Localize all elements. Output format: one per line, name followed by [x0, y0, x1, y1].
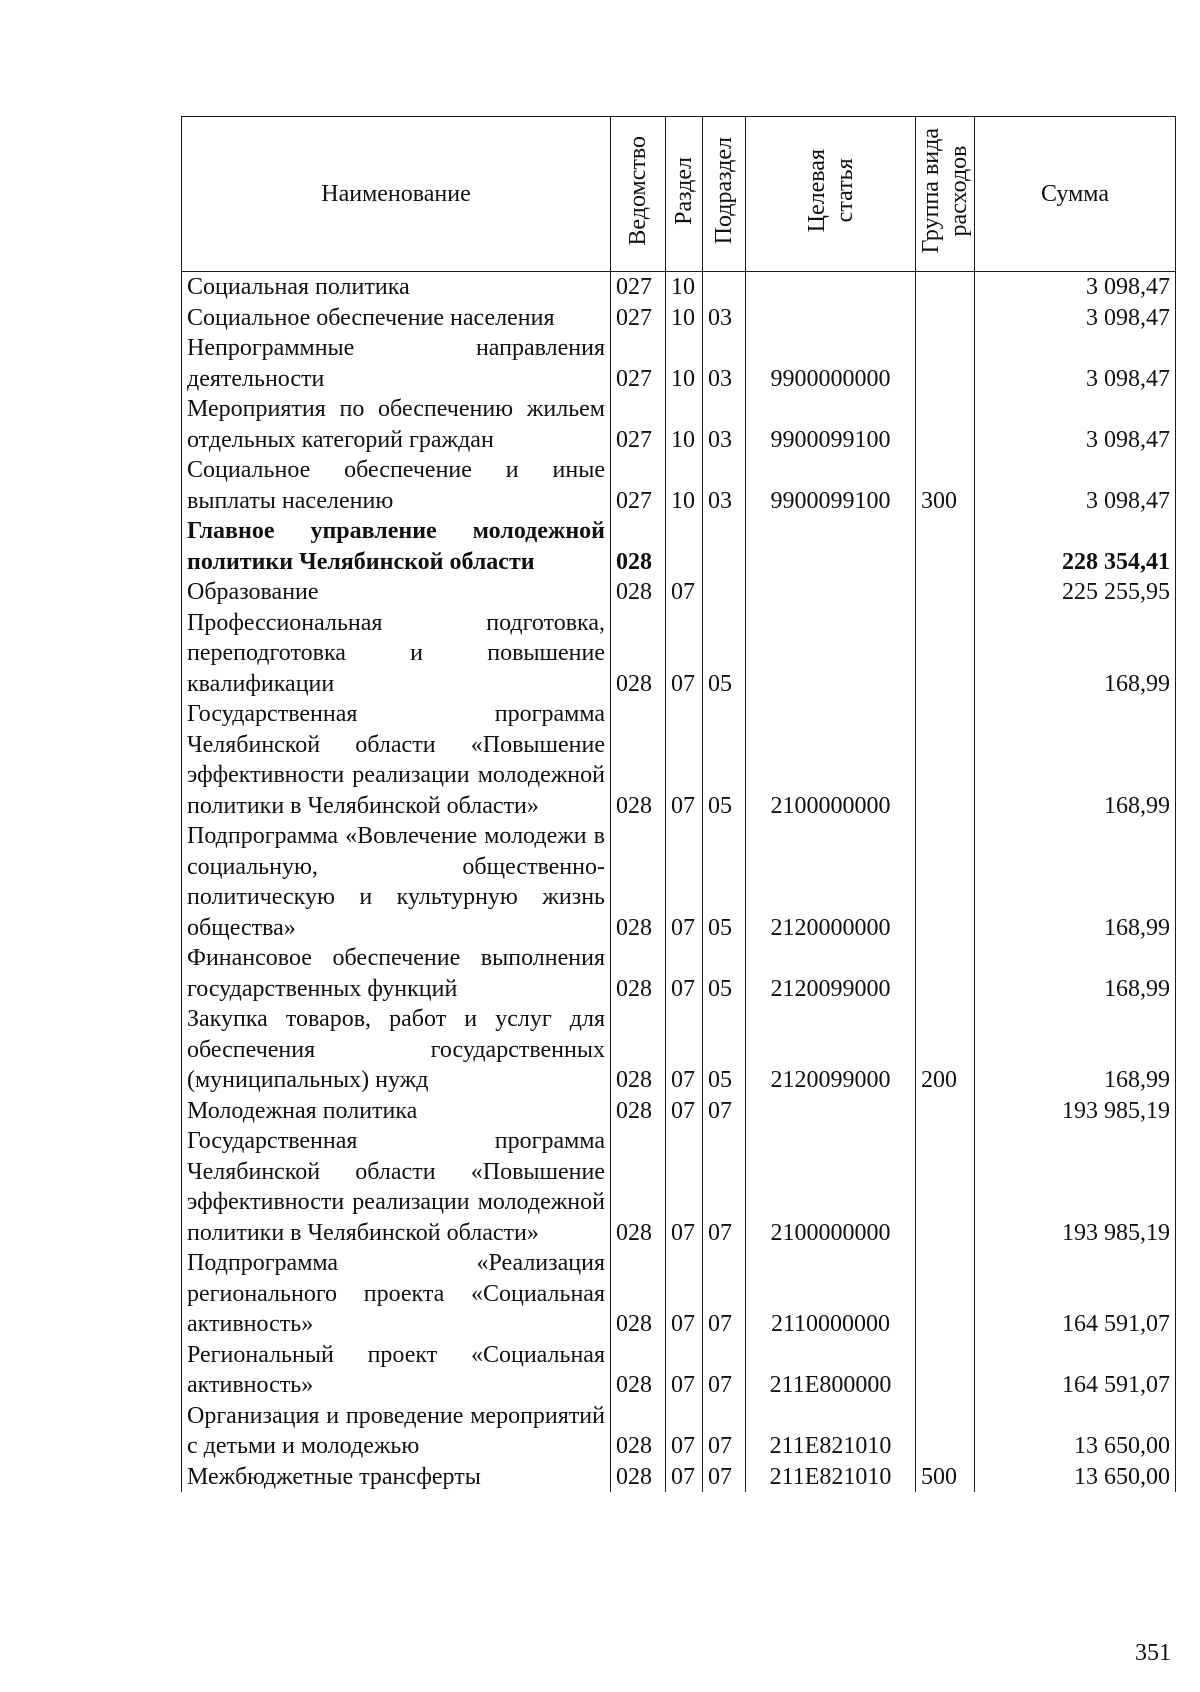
header-target-article: Целевая статья — [746, 117, 916, 272]
row-expense-group-cell — [916, 1401, 975, 1462]
row-vedomstvo-cell: 028 — [611, 1248, 666, 1340]
table-row — [182, 1004, 1176, 1096]
row-expense-group-cell — [916, 1096, 975, 1127]
row-vedomstvo-cell: 027 — [611, 333, 666, 394]
row-razdel-cell: 07 — [666, 608, 703, 700]
row-vedomstvo-cell: 028 — [611, 1401, 666, 1462]
row-name-cell: Межбюджетные трансферты — [182, 1462, 611, 1493]
row-vedomstvo-cell: 028 — [611, 821, 666, 943]
row-sum-cell: 168,99 — [975, 608, 1176, 700]
row-expense-group-cell — [916, 821, 975, 943]
row-podrazdel-cell: 07 — [703, 1401, 746, 1462]
row-vedomstvo-cell: 027 — [611, 303, 666, 334]
row-razdel-cell: 07 — [666, 1248, 703, 1340]
header-expense-group: Группа вида расходов — [916, 117, 975, 272]
table-row — [182, 943, 1176, 1004]
row-expense-group-cell — [916, 943, 975, 1004]
row-razdel-cell: 07 — [666, 821, 703, 943]
row-vedomstvo-cell: 028 — [611, 1340, 666, 1401]
row-podrazdel-cell: 07 — [703, 1248, 746, 1340]
row-expense-group-cell — [916, 1248, 975, 1340]
row-sum-cell: 164 591,07 — [975, 1340, 1176, 1401]
row-podrazdel-cell — [703, 577, 746, 608]
row-podrazdel-cell: 07 — [703, 1340, 746, 1401]
row-sum-cell: 13 650,00 — [975, 1462, 1176, 1493]
row-vedomstvo-cell: 027 — [611, 272, 666, 303]
table-row — [182, 303, 1176, 334]
table-body — [182, 272, 1176, 1493]
row-target-article-cell — [746, 608, 916, 700]
row-sum-cell: 168,99 — [975, 1004, 1176, 1096]
table-row — [182, 455, 1176, 516]
header-podrazdel: Подраздел — [703, 117, 746, 272]
row-expense-group-cell — [916, 333, 975, 394]
row-podrazdel-cell: 05 — [703, 943, 746, 1004]
row-expense-group-cell — [916, 1126, 975, 1248]
row-razdel-cell: 07 — [666, 1462, 703, 1493]
row-target-article-cell — [746, 303, 916, 334]
row-expense-group-cell — [916, 516, 975, 577]
row-razdel-cell: 10 — [666, 455, 703, 516]
row-podrazdel-cell: 05 — [703, 821, 746, 943]
row-podrazdel-cell: 05 — [703, 608, 746, 700]
header-name: Наименование — [182, 117, 611, 272]
row-podrazdel-cell: 07 — [703, 1126, 746, 1248]
row-razdel-cell — [666, 516, 703, 577]
row-sum-cell: 228 354,41 — [975, 516, 1176, 577]
row-name-cell: Региональный проект «Социальная активность» — [182, 1340, 611, 1401]
table-row — [182, 608, 1176, 700]
row-target-article-cell: 2100000000 — [746, 1126, 916, 1248]
table-row — [182, 699, 1176, 821]
row-target-article-cell — [746, 516, 916, 577]
row-sum-cell: 193 985,19 — [975, 1126, 1176, 1248]
row-vedomstvo-cell: 028 — [611, 577, 666, 608]
row-name-cell: Государственная программа Челябинской области «Повышение эффективности реализации молодежной политики в Челябинской области» — [182, 699, 611, 821]
row-razdel-cell: 10 — [666, 272, 703, 303]
row-razdel-cell: 10 — [666, 303, 703, 334]
row-name-cell: Подпрограмма «Реализация регионального проекта «Социальная активность» — [182, 1248, 611, 1340]
row-vedomstvo-cell: 028 — [611, 1462, 666, 1493]
row-sum-cell: 3 098,47 — [975, 333, 1176, 394]
header-vedomstvo: Ведомство — [611, 117, 666, 272]
row-target-article-cell: 2120000000 — [746, 821, 916, 943]
row-name-cell: Финансовое обеспечение выполнения государственных функций — [182, 943, 611, 1004]
row-podrazdel-cell: 07 — [703, 1462, 746, 1493]
table-row — [182, 1248, 1176, 1340]
row-sum-cell: 168,99 — [975, 821, 1176, 943]
row-expense-group-cell — [916, 303, 975, 334]
row-podrazdel-cell — [703, 272, 746, 303]
row-name-cell: Непрограммные направления деятельности — [182, 333, 611, 394]
table-row — [182, 1401, 1176, 1462]
row-razdel-cell: 07 — [666, 1126, 703, 1248]
row-name-cell: Организация и проведение мероприятий с детьми и молодежью — [182, 1401, 611, 1462]
row-target-article-cell — [746, 1096, 916, 1127]
row-target-article-cell: 9900099100 — [746, 394, 916, 455]
row-name-cell: Профессиональная подготовка, переподготовка и повышение квалификации — [182, 608, 611, 700]
table-row — [182, 1126, 1176, 1248]
row-expense-group-cell: 200 — [916, 1004, 975, 1096]
row-sum-cell: 168,99 — [975, 699, 1176, 821]
table-row — [182, 577, 1176, 608]
row-target-article-cell: 9900099100 — [746, 455, 916, 516]
row-podrazdel-cell: 03 — [703, 394, 746, 455]
row-razdel-cell: 07 — [666, 699, 703, 821]
row-vedomstvo-cell: 028 — [611, 943, 666, 1004]
row-razdel-cell: 07 — [666, 1096, 703, 1127]
table-row — [182, 821, 1176, 943]
page-number: 351 — [1135, 1640, 1171, 1666]
row-sum-cell: 3 098,47 — [975, 455, 1176, 516]
row-name-cell: Социальное обеспечение и иные выплаты населению — [182, 455, 611, 516]
row-vedomstvo-cell: 028 — [611, 1004, 666, 1096]
budget-table — [181, 116, 1176, 1492]
row-name-cell: Мероприятия по обеспечению жильем отдельных категорий граждан — [182, 394, 611, 455]
row-target-article-cell: 211E821010 — [746, 1401, 916, 1462]
row-name-cell: Государственная программа Челябинской области «Повышение эффективности реализации молодежной политики в Челябинской области» — [182, 1126, 611, 1248]
table-row — [182, 394, 1176, 455]
row-target-article-cell: 9900000000 — [746, 333, 916, 394]
row-vedomstvo-cell: 028 — [611, 1096, 666, 1127]
table-row — [182, 516, 1176, 577]
row-target-article-cell — [746, 272, 916, 303]
row-name-cell: Молодежная политика — [182, 1096, 611, 1127]
row-vedomstvo-cell: 028 — [611, 699, 666, 821]
row-podrazdel-cell: 07 — [703, 1096, 746, 1127]
row-vedomstvo-cell: 027 — [611, 394, 666, 455]
row-vedomstvo-cell: 028 — [611, 1126, 666, 1248]
row-sum-cell: 3 098,47 — [975, 303, 1176, 334]
row-expense-group-cell — [916, 1340, 975, 1401]
table-row — [182, 1340, 1176, 1401]
row-expense-group-cell: 300 — [916, 455, 975, 516]
row-podrazdel-cell: 03 — [703, 303, 746, 334]
row-razdel-cell: 07 — [666, 1340, 703, 1401]
row-vedomstvo-cell: 027 — [611, 455, 666, 516]
row-sum-cell: 3 098,47 — [975, 394, 1176, 455]
row-sum-cell: 193 985,19 — [975, 1096, 1176, 1127]
row-name-cell: Социальная политика — [182, 272, 611, 303]
row-target-article-cell: 2110000000 — [746, 1248, 916, 1340]
row-target-article-cell: 2120099000 — [746, 943, 916, 1004]
row-sum-cell: 164 591,07 — [975, 1248, 1176, 1340]
row-vedomstvo-cell: 028 — [611, 516, 666, 577]
row-expense-group-cell — [916, 272, 975, 303]
table-row — [182, 1462, 1176, 1493]
row-target-article-cell: 2100000000 — [746, 699, 916, 821]
table-row — [182, 1096, 1176, 1127]
row-target-article-cell: 211E800000 — [746, 1340, 916, 1401]
row-podrazdel-cell: 03 — [703, 333, 746, 394]
row-razdel-cell: 10 — [666, 394, 703, 455]
row-name-cell: Социальное обеспечение населения — [182, 303, 611, 334]
row-sum-cell: 3 098,47 — [975, 272, 1176, 303]
row-razdel-cell: 07 — [666, 1004, 703, 1096]
row-podrazdel-cell — [703, 516, 746, 577]
header-sum: Сумма — [975, 117, 1176, 272]
row-expense-group-cell — [916, 394, 975, 455]
table-row — [182, 333, 1176, 394]
row-razdel-cell: 07 — [666, 1401, 703, 1462]
row-podrazdel-cell: 03 — [703, 455, 746, 516]
row-name-cell: Подпрограмма «Вовлечение молодежи в социальную, общественно-политическую и культурную жизнь общества» — [182, 821, 611, 943]
row-expense-group-cell — [916, 577, 975, 608]
row-razdel-cell: 10 — [666, 333, 703, 394]
row-name-cell: Главное управление молодежной политики Челябинской области — [182, 516, 611, 577]
row-name-cell: Закупка товаров, работ и услуг для обеспечения государственных (муниципальных) нужд — [182, 1004, 611, 1096]
row-sum-cell: 13 650,00 — [975, 1401, 1176, 1462]
row-target-article-cell: 211E821010 — [746, 1462, 916, 1493]
row-expense-group-cell — [916, 699, 975, 821]
row-razdel-cell: 07 — [666, 943, 703, 1004]
row-expense-group-cell — [916, 608, 975, 700]
row-sum-cell: 168,99 — [975, 943, 1176, 1004]
row-expense-group-cell: 500 — [916, 1462, 975, 1493]
header-row — [182, 117, 1176, 272]
row-razdel-cell: 07 — [666, 577, 703, 608]
row-vedomstvo-cell: 028 — [611, 608, 666, 700]
row-podrazdel-cell: 05 — [703, 699, 746, 821]
row-name-cell: Образование — [182, 577, 611, 608]
row-sum-cell: 225 255,95 — [975, 577, 1176, 608]
row-target-article-cell — [746, 577, 916, 608]
header-razdel: Раздел — [666, 117, 703, 272]
row-podrazdel-cell: 05 — [703, 1004, 746, 1096]
table-row — [182, 272, 1176, 303]
row-target-article-cell: 2120099000 — [746, 1004, 916, 1096]
